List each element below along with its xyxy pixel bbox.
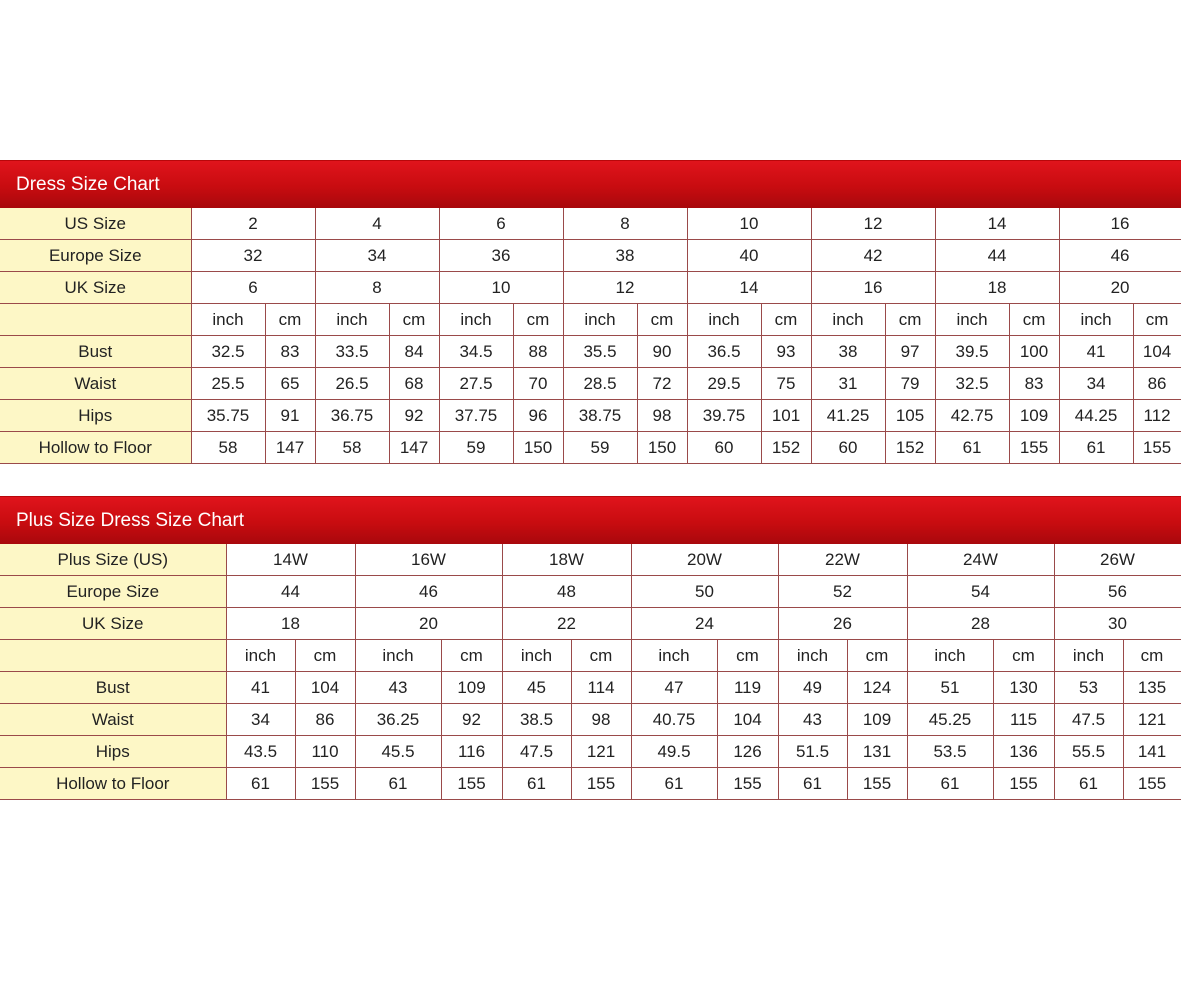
size-row bbox=[0, 608, 1181, 640]
measurement-cell: 33.5 bbox=[315, 336, 389, 368]
measurement-cell: 61 bbox=[226, 768, 295, 800]
row-label: Hips bbox=[0, 736, 226, 768]
measurement-cell: 41 bbox=[226, 672, 295, 704]
row-label: Hollow to Floor bbox=[0, 768, 226, 800]
measurement-cell: 60 bbox=[811, 432, 885, 464]
measurement-cell: 109 bbox=[441, 672, 502, 704]
dress-size-chart bbox=[0, 160, 1181, 464]
measurement-cell: 100 bbox=[1009, 336, 1059, 368]
unit-cm-cell: cm bbox=[993, 640, 1054, 672]
measurement-cell: 101 bbox=[761, 400, 811, 432]
size-cell: 54 bbox=[907, 576, 1054, 608]
measurement-cell: 51 bbox=[907, 672, 993, 704]
unit-inch-cell: inch bbox=[687, 304, 761, 336]
measurement-cell: 104 bbox=[295, 672, 355, 704]
size-cell: 56 bbox=[1054, 576, 1181, 608]
size-cell: 44 bbox=[935, 240, 1059, 272]
size-cell: 44 bbox=[226, 576, 355, 608]
measurement-cell: 39.5 bbox=[935, 336, 1009, 368]
size-table bbox=[0, 544, 1181, 800]
row-label: Bust bbox=[0, 672, 226, 704]
measurement-cell: 61 bbox=[935, 432, 1009, 464]
measurement-cell: 90 bbox=[637, 336, 687, 368]
unit-cm-cell: cm bbox=[389, 304, 439, 336]
size-table bbox=[0, 208, 1181, 464]
size-cell: 12 bbox=[811, 208, 935, 240]
measurement-cell: 25.5 bbox=[191, 368, 265, 400]
measurement-cell: 26.5 bbox=[315, 368, 389, 400]
measurement-cell: 61 bbox=[355, 768, 441, 800]
measurement-cell: 39.75 bbox=[687, 400, 761, 432]
chart-title: Plus Size Dress Size Chart bbox=[0, 496, 1181, 544]
unit-inch-cell: inch bbox=[191, 304, 265, 336]
measurement-cell: 112 bbox=[1133, 400, 1181, 432]
size-cell: 8 bbox=[315, 272, 439, 304]
unit-cm-cell: cm bbox=[571, 640, 631, 672]
measurement-row bbox=[0, 368, 1181, 400]
measurement-cell: 41.25 bbox=[811, 400, 885, 432]
measurement-cell: 155 bbox=[441, 768, 502, 800]
unit-inch-cell: inch bbox=[811, 304, 885, 336]
measurement-cell: 43 bbox=[355, 672, 441, 704]
measurement-cell: 121 bbox=[571, 736, 631, 768]
measurement-cell: 98 bbox=[571, 704, 631, 736]
measurement-cell: 79 bbox=[885, 368, 935, 400]
measurement-cell: 43 bbox=[778, 704, 847, 736]
row-label: Plus Size (US) bbox=[0, 544, 226, 576]
unit-cm-cell: cm bbox=[637, 304, 687, 336]
unit-inch-cell: inch bbox=[502, 640, 571, 672]
measurement-cell: 155 bbox=[717, 768, 778, 800]
row-label: Waist bbox=[0, 368, 191, 400]
measurement-cell: 91 bbox=[265, 400, 315, 432]
unit-inch-cell: inch bbox=[226, 640, 295, 672]
measurement-cell: 130 bbox=[993, 672, 1054, 704]
size-cell: 48 bbox=[502, 576, 631, 608]
measurement-cell: 58 bbox=[191, 432, 265, 464]
size-cell: 4 bbox=[315, 208, 439, 240]
size-cell: 6 bbox=[191, 272, 315, 304]
measurement-cell: 32.5 bbox=[191, 336, 265, 368]
row-label: Europe Size bbox=[0, 576, 226, 608]
measurement-cell: 32.5 bbox=[935, 368, 1009, 400]
unit-inch-cell: inch bbox=[907, 640, 993, 672]
measurement-cell: 38.5 bbox=[502, 704, 571, 736]
measurement-cell: 47 bbox=[631, 672, 717, 704]
measurement-cell: 35.5 bbox=[563, 336, 637, 368]
measurement-cell: 96 bbox=[513, 400, 563, 432]
measurement-cell: 88 bbox=[513, 336, 563, 368]
measurement-cell: 72 bbox=[637, 368, 687, 400]
measurement-cell: 36.5 bbox=[687, 336, 761, 368]
size-row bbox=[0, 272, 1181, 304]
measurement-cell: 68 bbox=[389, 368, 439, 400]
measurement-cell: 155 bbox=[847, 768, 907, 800]
row-label bbox=[0, 640, 226, 672]
size-row bbox=[0, 544, 1181, 576]
size-cell: 24 bbox=[631, 608, 778, 640]
size-cell: 12 bbox=[563, 272, 687, 304]
size-cell: 22 bbox=[502, 608, 631, 640]
unit-cm-cell: cm bbox=[513, 304, 563, 336]
size-cell: 14W bbox=[226, 544, 355, 576]
measurement-cell: 65 bbox=[265, 368, 315, 400]
measurement-cell: 150 bbox=[637, 432, 687, 464]
measurement-cell: 34.5 bbox=[439, 336, 513, 368]
measurement-cell: 105 bbox=[885, 400, 935, 432]
measurement-cell: 55.5 bbox=[1054, 736, 1123, 768]
chart-title: Dress Size Chart bbox=[0, 160, 1181, 208]
unit-cm-cell: cm bbox=[1009, 304, 1059, 336]
measurement-cell: 29.5 bbox=[687, 368, 761, 400]
measurement-cell: 126 bbox=[717, 736, 778, 768]
unit-row bbox=[0, 304, 1181, 336]
size-cell: 34 bbox=[315, 240, 439, 272]
row-label: Hips bbox=[0, 400, 191, 432]
measurement-cell: 49 bbox=[778, 672, 847, 704]
measurement-cell: 155 bbox=[1123, 768, 1181, 800]
measurement-cell: 41 bbox=[1059, 336, 1133, 368]
measurement-cell: 110 bbox=[295, 736, 355, 768]
unit-cm-cell: cm bbox=[885, 304, 935, 336]
measurement-cell: 75 bbox=[761, 368, 811, 400]
size-cell: 32 bbox=[191, 240, 315, 272]
row-label: US Size bbox=[0, 208, 191, 240]
measurement-cell: 61 bbox=[907, 768, 993, 800]
measurement-row bbox=[0, 336, 1181, 368]
row-label: Bust bbox=[0, 336, 191, 368]
measurement-cell: 44.25 bbox=[1059, 400, 1133, 432]
size-cell: 14 bbox=[687, 272, 811, 304]
size-cell: 8 bbox=[563, 208, 687, 240]
measurement-cell: 155 bbox=[295, 768, 355, 800]
unit-inch-cell: inch bbox=[1054, 640, 1123, 672]
unit-inch-cell: inch bbox=[935, 304, 1009, 336]
measurement-cell: 104 bbox=[1133, 336, 1181, 368]
measurement-cell: 42.75 bbox=[935, 400, 1009, 432]
unit-cm-cell: cm bbox=[761, 304, 811, 336]
row-label: UK Size bbox=[0, 608, 226, 640]
measurement-cell: 152 bbox=[761, 432, 811, 464]
measurement-cell: 61 bbox=[778, 768, 847, 800]
measurement-cell: 51.5 bbox=[778, 736, 847, 768]
measurement-cell: 141 bbox=[1123, 736, 1181, 768]
row-label bbox=[0, 304, 191, 336]
measurement-cell: 155 bbox=[571, 768, 631, 800]
size-cell: 18W bbox=[502, 544, 631, 576]
size-cell: 20 bbox=[1059, 272, 1181, 304]
measurement-cell: 38 bbox=[811, 336, 885, 368]
measurement-cell: 115 bbox=[993, 704, 1054, 736]
measurement-cell: 114 bbox=[571, 672, 631, 704]
measurement-row bbox=[0, 400, 1181, 432]
measurement-cell: 84 bbox=[389, 336, 439, 368]
measurement-cell: 109 bbox=[847, 704, 907, 736]
unit-inch-cell: inch bbox=[355, 640, 441, 672]
size-cell: 38 bbox=[563, 240, 687, 272]
measurement-cell: 58 bbox=[315, 432, 389, 464]
measurement-row bbox=[0, 768, 1181, 800]
size-row bbox=[0, 576, 1181, 608]
unit-cm-cell: cm bbox=[1133, 304, 1181, 336]
measurement-cell: 155 bbox=[1009, 432, 1059, 464]
size-cell: 6 bbox=[439, 208, 563, 240]
measurement-cell: 116 bbox=[441, 736, 502, 768]
measurement-cell: 61 bbox=[1059, 432, 1133, 464]
measurement-cell: 92 bbox=[441, 704, 502, 736]
size-cell: 18 bbox=[226, 608, 355, 640]
measurement-cell: 59 bbox=[439, 432, 513, 464]
measurement-row bbox=[0, 704, 1181, 736]
row-label: Waist bbox=[0, 704, 226, 736]
measurement-cell: 155 bbox=[1133, 432, 1181, 464]
size-cell: 24W bbox=[907, 544, 1054, 576]
unit-cm-cell: cm bbox=[717, 640, 778, 672]
measurement-cell: 147 bbox=[265, 432, 315, 464]
measurement-cell: 45.25 bbox=[907, 704, 993, 736]
unit-cm-cell: cm bbox=[295, 640, 355, 672]
measurement-cell: 61 bbox=[1054, 768, 1123, 800]
size-cell: 26 bbox=[778, 608, 907, 640]
size-cell: 14 bbox=[935, 208, 1059, 240]
measurement-cell: 37.75 bbox=[439, 400, 513, 432]
measurement-cell: 49.5 bbox=[631, 736, 717, 768]
measurement-cell: 60 bbox=[687, 432, 761, 464]
measurement-cell: 70 bbox=[513, 368, 563, 400]
measurement-cell: 150 bbox=[513, 432, 563, 464]
size-cell: 50 bbox=[631, 576, 778, 608]
measurement-cell: 45.5 bbox=[355, 736, 441, 768]
measurement-row bbox=[0, 736, 1181, 768]
measurement-cell: 36.75 bbox=[315, 400, 389, 432]
measurement-cell: 92 bbox=[389, 400, 439, 432]
unit-cm-cell: cm bbox=[441, 640, 502, 672]
size-cell: 36 bbox=[439, 240, 563, 272]
measurement-cell: 61 bbox=[502, 768, 571, 800]
unit-inch-cell: inch bbox=[778, 640, 847, 672]
unit-inch-cell: inch bbox=[631, 640, 717, 672]
row-label: UK Size bbox=[0, 272, 191, 304]
unit-inch-cell: inch bbox=[563, 304, 637, 336]
measurement-row bbox=[0, 672, 1181, 704]
size-cell: 30 bbox=[1054, 608, 1181, 640]
measurement-cell: 93 bbox=[761, 336, 811, 368]
measurement-cell: 104 bbox=[717, 704, 778, 736]
measurement-cell: 31 bbox=[811, 368, 885, 400]
measurement-cell: 83 bbox=[265, 336, 315, 368]
measurement-cell: 97 bbox=[885, 336, 935, 368]
unit-inch-cell: inch bbox=[315, 304, 389, 336]
size-cell: 16 bbox=[811, 272, 935, 304]
measurement-cell: 124 bbox=[847, 672, 907, 704]
measurement-row bbox=[0, 432, 1181, 464]
size-row bbox=[0, 208, 1181, 240]
measurement-cell: 47.5 bbox=[1054, 704, 1123, 736]
size-cell: 16W bbox=[355, 544, 502, 576]
size-cell: 10 bbox=[687, 208, 811, 240]
unit-cm-cell: cm bbox=[1123, 640, 1181, 672]
size-cell: 46 bbox=[355, 576, 502, 608]
measurement-cell: 53.5 bbox=[907, 736, 993, 768]
size-cell: 2 bbox=[191, 208, 315, 240]
size-cell: 26W bbox=[1054, 544, 1181, 576]
measurement-cell: 34 bbox=[1059, 368, 1133, 400]
measurement-cell: 34 bbox=[226, 704, 295, 736]
measurement-cell: 47.5 bbox=[502, 736, 571, 768]
measurement-cell: 131 bbox=[847, 736, 907, 768]
size-cell: 40 bbox=[687, 240, 811, 272]
size-cell: 22W bbox=[778, 544, 907, 576]
measurement-cell: 109 bbox=[1009, 400, 1059, 432]
measurement-cell: 136 bbox=[993, 736, 1054, 768]
size-row bbox=[0, 240, 1181, 272]
measurement-cell: 147 bbox=[389, 432, 439, 464]
measurement-cell: 45 bbox=[502, 672, 571, 704]
measurement-cell: 35.75 bbox=[191, 400, 265, 432]
measurement-cell: 61 bbox=[631, 768, 717, 800]
measurement-cell: 40.75 bbox=[631, 704, 717, 736]
measurement-cell: 53 bbox=[1054, 672, 1123, 704]
unit-row bbox=[0, 640, 1181, 672]
row-label: Hollow to Floor bbox=[0, 432, 191, 464]
measurement-cell: 38.75 bbox=[563, 400, 637, 432]
measurement-cell: 59 bbox=[563, 432, 637, 464]
size-cell: 18 bbox=[935, 272, 1059, 304]
measurement-cell: 121 bbox=[1123, 704, 1181, 736]
measurement-cell: 36.25 bbox=[355, 704, 441, 736]
unit-inch-cell: inch bbox=[1059, 304, 1133, 336]
size-cell: 52 bbox=[778, 576, 907, 608]
unit-cm-cell: cm bbox=[265, 304, 315, 336]
size-cell: 46 bbox=[1059, 240, 1181, 272]
measurement-cell: 155 bbox=[993, 768, 1054, 800]
measurement-cell: 86 bbox=[295, 704, 355, 736]
size-cell: 28 bbox=[907, 608, 1054, 640]
plus-size-dress-size-chart bbox=[0, 496, 1181, 800]
size-cell: 42 bbox=[811, 240, 935, 272]
measurement-cell: 135 bbox=[1123, 672, 1181, 704]
measurement-cell: 152 bbox=[885, 432, 935, 464]
measurement-cell: 83 bbox=[1009, 368, 1059, 400]
unit-inch-cell: inch bbox=[439, 304, 513, 336]
size-cell: 20W bbox=[631, 544, 778, 576]
size-cell: 10 bbox=[439, 272, 563, 304]
size-cell: 16 bbox=[1059, 208, 1181, 240]
measurement-cell: 43.5 bbox=[226, 736, 295, 768]
measurement-cell: 28.5 bbox=[563, 368, 637, 400]
measurement-cell: 86 bbox=[1133, 368, 1181, 400]
measurement-cell: 98 bbox=[637, 400, 687, 432]
unit-cm-cell: cm bbox=[847, 640, 907, 672]
measurement-cell: 119 bbox=[717, 672, 778, 704]
row-label: Europe Size bbox=[0, 240, 191, 272]
size-cell: 20 bbox=[355, 608, 502, 640]
measurement-cell: 27.5 bbox=[439, 368, 513, 400]
